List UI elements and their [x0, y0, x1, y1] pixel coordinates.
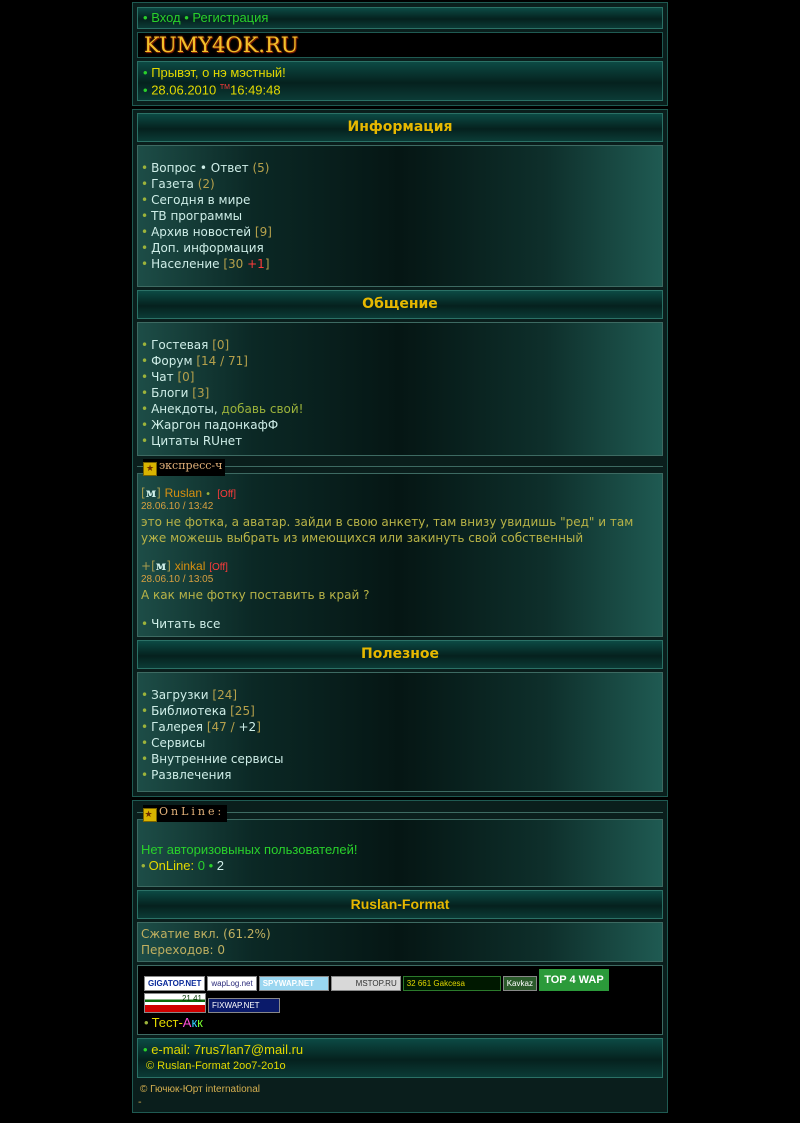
list-item[interactable]: • Форум [14 / 71] — [141, 354, 248, 369]
comm-link-jokes[interactable]: Анекдоты, — [151, 402, 218, 417]
list-item[interactable]: • Загрузки [24] — [141, 688, 238, 703]
bottom-panel — [132, 800, 668, 1113]
post-text: это не фотка, а аватар. зайди в свою анкету, там внизу увидишь "ред" и там уже можешь выбрать из имеющихся или закинуть свой собственный — [141, 515, 634, 546]
info-link-tv[interactable]: ТВ программы — [151, 209, 243, 224]
list-item[interactable]: • Доп. информация — [141, 241, 264, 256]
site-logo[interactable]: KUMY4OK.RU — [137, 32, 663, 58]
comm-link-blogs[interactable]: Блоги — [151, 386, 189, 401]
status-badge: [Off] — [217, 489, 236, 501]
info-link-newspaper[interactable]: Газета — [151, 177, 194, 192]
comm-link-quotes[interactable]: Цитаты RUнет — [151, 434, 243, 449]
info-link-population[interactable]: Население — [151, 257, 220, 272]
info-link-qa[interactable]: Вопрос • Ответ — [151, 161, 249, 176]
add-joke-link[interactable]: добавь свой! — [221, 402, 304, 417]
post-time: 28.06.10 / 13:05 — [141, 574, 214, 586]
useful-link-entertainment[interactable]: Развлечения — [151, 768, 232, 783]
footer-dash: - — [138, 1097, 142, 1109]
counter-badge-waplog[interactable]: wapLog.net — [207, 976, 256, 991]
counters-box — [137, 965, 663, 1035]
comm-link-chat[interactable]: Чат — [151, 370, 174, 385]
star-icon: ★ — [144, 810, 156, 821]
read-all-link[interactable]: Читать все — [151, 617, 221, 632]
greeting-box: • Прывэт, о нэ мэстный! • 28.06.2010 ™16:49:48 — [137, 61, 663, 101]
list-item[interactable]: • Гостевая [0] — [141, 338, 230, 353]
counter-badges — [144, 969, 658, 1013]
list-item[interactable]: • Сегодня в мире — [141, 193, 251, 208]
counter-badge-mstop[interactable]: MSTOP.RU — [331, 976, 401, 991]
online-none-text: Нет авторизовыных пользователей! — [141, 842, 358, 858]
useful-list — [137, 672, 663, 792]
counter-badge-gigatop[interactable]: GIGATOP.NET — [144, 976, 205, 991]
online-counter[interactable]: • OnLine: 0 • 2 — [141, 858, 225, 874]
communication-list — [137, 322, 663, 456]
useful-link-library[interactable]: Библиотека — [151, 704, 227, 719]
info-link-extra[interactable]: Доп. информация — [151, 241, 264, 256]
section-header-useful: Полезное — [137, 640, 663, 669]
greeting-text: Прывэт, о нэ мэстный! — [151, 65, 286, 80]
list-item[interactable]: • Галерея [47 / +2] — [141, 720, 261, 735]
express-chat-legend: ★ экспресс-ч — [137, 459, 663, 473]
list-item[interactable]: • Цитаты RUнет — [141, 434, 243, 449]
test-account-link[interactable]: • Тест-Акк — [144, 1015, 203, 1031]
main-panel — [132, 109, 668, 797]
list-item[interactable]: • Анекдоты, добавь свой! — [141, 402, 304, 417]
compression-stat: Сжатие вкл. (61.2%) — [141, 927, 271, 942]
info-link-news-archive[interactable]: Архив новостей — [151, 225, 252, 240]
list-item[interactable]: • Вопрос • Ответ (5) — [141, 161, 270, 176]
list-item[interactable]: • Блоги [3] — [141, 386, 210, 401]
useful-link-services[interactable]: Сервисы — [151, 736, 206, 751]
format-stats — [137, 922, 663, 962]
list-item[interactable]: • Библиотека [25] — [141, 704, 255, 719]
status-badge: [Off] — [209, 562, 228, 574]
list-item[interactable]: • Чат [0] — [141, 370, 195, 385]
useful-link-gallery[interactable]: Галерея — [151, 720, 204, 735]
useful-link-internal-services[interactable]: Внутренние сервисы — [151, 752, 284, 767]
top-panel — [132, 2, 668, 106]
counter-badge-top4wap[interactable]: TOP 4 WAP — [539, 969, 609, 991]
list-item[interactable]: • Жаргон падонкафФ — [141, 418, 279, 433]
post-author[interactable]: xinkal — [174, 559, 206, 574]
email-link[interactable]: 7rus7lan7@mail.ru — [193, 1042, 304, 1058]
list-item[interactable]: • Сервисы — [141, 736, 206, 751]
counter-badge-chechnya[interactable]: 21 41 — [144, 993, 206, 1013]
auth-bar: • Вход • Регистрация — [137, 7, 663, 29]
current-time: 16:49:48 — [230, 82, 281, 98]
register-link[interactable]: Регистрация — [192, 10, 269, 25]
contacts-box: • e-mail: 7rus7lan7@mail.ru © Ruslan-Format 2oo7-2o1o — [137, 1038, 663, 1078]
chat-post: +[м] xinkal [Off] 28.06.10 / 13:05 А как мне фотку поставить в край ? — [141, 559, 659, 603]
online-legend: ★ OnLine: — [137, 805, 663, 819]
list-item[interactable]: • Внутренние сервисы — [141, 752, 284, 767]
section-header-communication: Общение — [137, 290, 663, 319]
comm-link-forum[interactable]: Форум — [151, 354, 193, 369]
rank-badge: м — [145, 486, 157, 501]
list-item[interactable]: • Развлечения — [141, 768, 232, 783]
transitions-stat: Переходов: 0 — [141, 943, 226, 958]
list-item[interactable]: • Газета (2) — [141, 177, 215, 192]
chat-post: [м] Ruslan • [Off] 28.06.10 / 13:42 это не фотка, а аватар. зайди в свою анкету, там внизу увидишь "ред" и там уже можешь выбрать из имеющихся или закинуть свой собственный — [141, 486, 659, 546]
counter-badge-fixwap[interactable]: FIXWAP.NET — [208, 998, 280, 1013]
star-icon: ★ — [143, 462, 157, 476]
express-chat — [137, 473, 663, 637]
info-link-world-today[interactable]: Сегодня в мире — [151, 193, 251, 208]
rank-badge: м — [155, 559, 167, 574]
login-link[interactable]: Вход — [151, 10, 181, 25]
list-item[interactable]: • Население [30 +1] — [141, 257, 270, 272]
counter-badge-kavkaz[interactable]: Kavkaz — [503, 976, 537, 991]
counter-badge-gakcesa[interactable]: 32 661 Gakcesa — [403, 976, 501, 991]
post-author[interactable]: Ruslan — [164, 486, 202, 501]
comm-link-guestbook[interactable]: Гостевая — [151, 338, 209, 353]
online-box — [137, 819, 663, 887]
section-header-info: Информация — [137, 113, 663, 142]
section-header-format: Ruslan-Format — [137, 890, 663, 919]
comm-link-slang[interactable]: Жаргон падонкафФ — [151, 418, 279, 433]
tm-mark: TM — [219, 84, 230, 91]
credit-text: © Гючюк-Юрт international — [140, 1084, 260, 1096]
post-text: А как мне фотку поставить в край ? — [141, 588, 370, 603]
counter-badge-spywap[interactable]: SPYWAP.NET — [259, 976, 329, 991]
list-item[interactable]: • Архив новостей [9] — [141, 225, 272, 240]
info-list — [137, 145, 663, 287]
copyright-text: © Ruslan-Format 2oo7-2o1o — [146, 1060, 286, 1073]
useful-link-downloads[interactable]: Загрузки — [151, 688, 209, 703]
list-item[interactable]: • Читать все — [141, 617, 221, 632]
post-time: 28.06.10 / 13:42 — [141, 501, 214, 513]
list-item[interactable]: • ТВ программы — [141, 209, 243, 224]
current-date: 28.06.2010 — [151, 82, 217, 98]
